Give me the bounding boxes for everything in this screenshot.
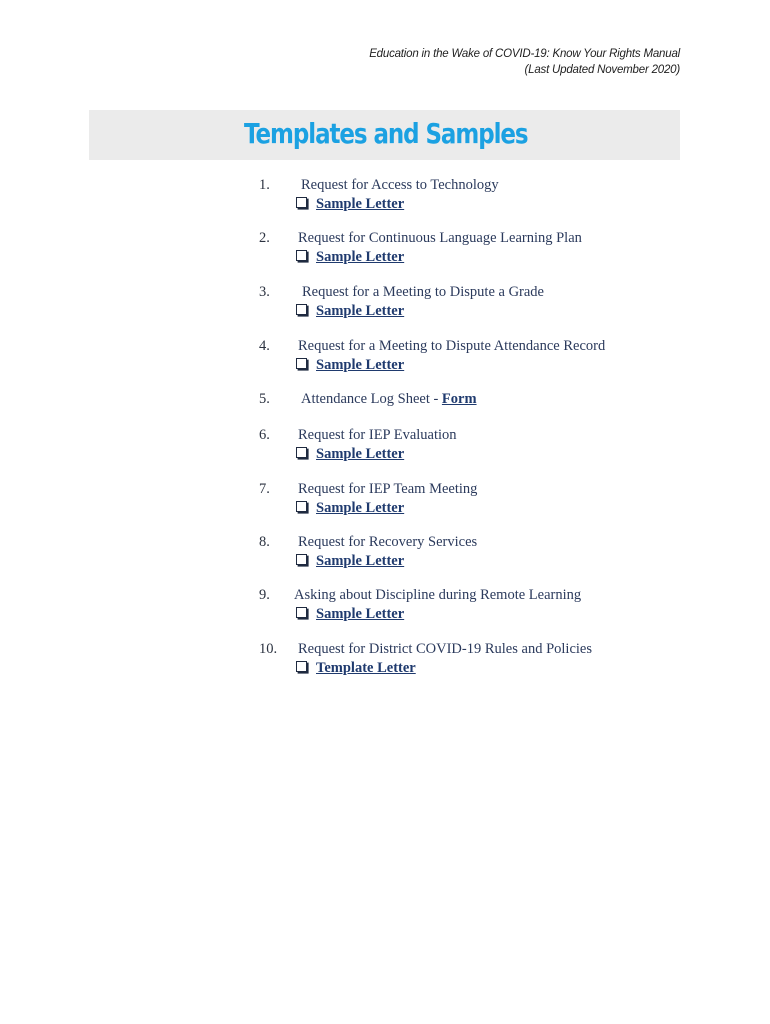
sample-letter-link[interactable]: Sample Letter <box>316 196 405 212</box>
item-label: Request for Access to Technology <box>301 177 499 193</box>
item-label: Request for Recovery Services <box>298 534 478 550</box>
template-letter-link[interactable]: Template Letter <box>316 660 416 676</box>
item-link-row <box>296 356 404 376</box>
list-item <box>0 587 770 631</box>
title-band <box>89 110 680 160</box>
item-link-row <box>296 605 404 625</box>
item-number: 9. <box>259 587 270 603</box>
item-number: 1. <box>259 177 270 193</box>
checkbox-bullet-icon <box>296 661 307 672</box>
page-title: Templates and Samples <box>244 117 528 150</box>
list-item <box>0 427 770 471</box>
sample-letter-link[interactable]: Sample Letter <box>316 249 405 265</box>
checkbox-bullet-icon <box>296 358 307 369</box>
header-last-updated: (Last Updated November 2020) <box>524 64 680 76</box>
list-item <box>0 230 770 274</box>
item-link-row <box>296 195 404 215</box>
item-link-row <box>296 302 404 322</box>
item-link-row <box>296 248 404 268</box>
running-header <box>369 46 680 78</box>
form-link[interactable]: Form <box>441 391 477 407</box>
checkbox-bullet-icon <box>296 501 307 512</box>
item-number: 2. <box>259 230 270 246</box>
item-link-row <box>296 552 404 572</box>
checkbox-bullet-icon <box>296 304 307 315</box>
sample-letter-link[interactable]: Sample Letter <box>316 357 405 373</box>
sample-letter-link[interactable]: Sample Letter <box>316 446 405 462</box>
sample-letter-link[interactable]: Sample Letter <box>316 303 405 319</box>
checkbox-bullet-icon <box>296 554 307 565</box>
item-label-text: Attendance Log Sheet - <box>301 391 442 407</box>
list-item <box>0 481 770 525</box>
item-number: 4. <box>259 338 270 354</box>
item-label: Request for IEP Team Meeting <box>298 481 478 497</box>
checkbox-bullet-icon <box>296 197 307 208</box>
item-label: Request for a Meeting to Dispute Attendance Record <box>298 338 606 354</box>
item-number: 10. <box>259 641 278 657</box>
sample-letter-link[interactable]: Sample Letter <box>316 606 405 622</box>
sample-letter-link[interactable]: Sample Letter <box>316 553 405 569</box>
item-number: 5. <box>259 391 270 407</box>
item-label: Asking about Discipline during Remote Learning <box>294 587 582 603</box>
item-label <box>301 391 477 408</box>
item-number: 7. <box>259 481 270 497</box>
item-number: 8. <box>259 534 270 550</box>
item-link-row <box>296 659 416 679</box>
sample-letter-link[interactable]: Sample Letter <box>316 500 405 516</box>
item-number: 3. <box>259 284 270 300</box>
item-label: Request for District COVID-19 Rules and Policies <box>298 641 592 657</box>
checkbox-bullet-icon <box>296 447 307 458</box>
item-link-row <box>296 445 404 465</box>
item-link-row <box>296 499 404 519</box>
item-label: Request for IEP Evaluation <box>298 427 457 443</box>
item-label: Request for Continuous Language Learning Plan <box>298 230 582 246</box>
list-item <box>0 338 770 382</box>
checkbox-bullet-icon <box>296 607 307 618</box>
list-item <box>0 284 770 328</box>
checkbox-bullet-icon <box>296 250 307 261</box>
header-manual-title: Education in the Wake of COVID-19: Know Your Rights Manual <box>369 48 680 60</box>
list-item <box>0 534 770 578</box>
list-item <box>0 641 770 685</box>
list-item <box>0 177 770 221</box>
item-number: 6. <box>259 427 270 443</box>
item-label: Request for a Meeting to Dispute a Grade <box>302 284 544 300</box>
